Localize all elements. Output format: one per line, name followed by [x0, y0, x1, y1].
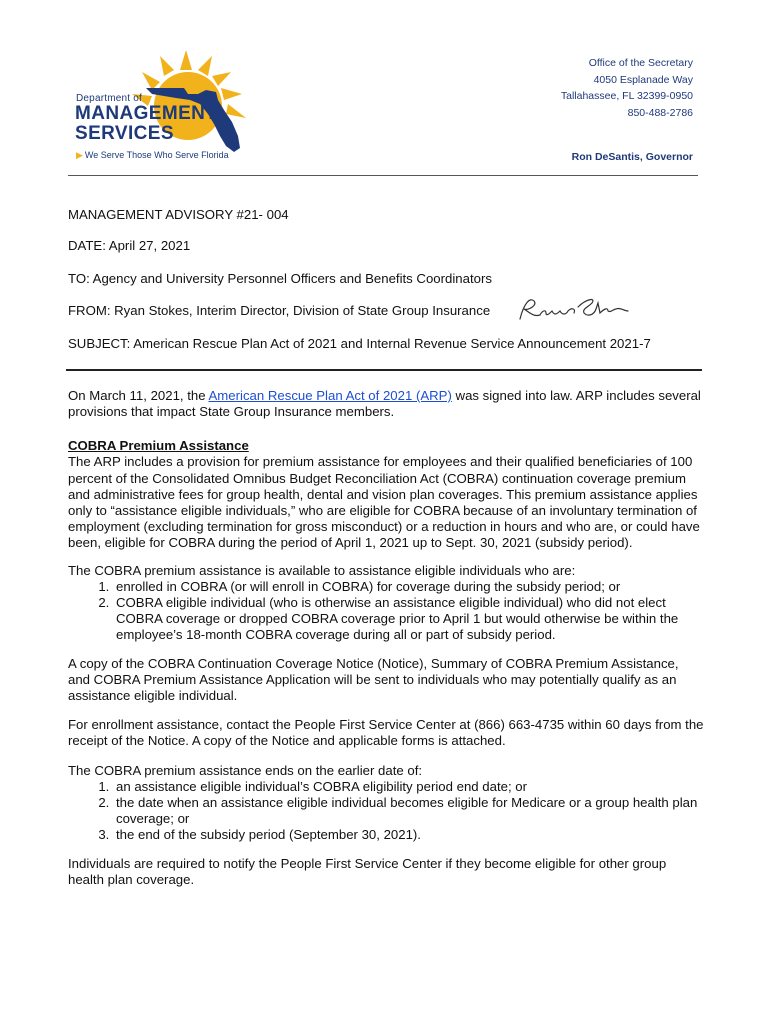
list-item: 2. the date when an assistance eligible individual becomes eligible for Medicare or a group health plan coverage; or: [113, 795, 704, 827]
header-divider: [68, 175, 698, 176]
list-item: 3. the end of the subsidy period (September 30, 2021).: [113, 827, 704, 843]
office-line: 4050 Esplanade Way: [593, 73, 693, 86]
list-item: 2. COBRA eligible individual (who is otherwise an assistance eligible individual) who did not elect COBRA coverage or dropped COBRA coverage prior to April 1 but would otherwise be within the employee’s 18-month COBRA coverage during all or part of subsidy period.: [113, 595, 704, 644]
paragraph: The COBRA premium assistance is available to assistance eligible individuals who are:: [68, 562, 576, 578]
eligibility-list: [68, 579, 704, 644]
office-line: Tallahassee, FL 32399-0950: [560, 90, 693, 102]
memo-from: FROM: Ryan Stokes, Interim Director, Division of State Group Insurance: [68, 303, 491, 318]
office-line: 850-488-2786: [627, 106, 693, 119]
paragraph: The ARP includes a provision for premium assistance for employees and their qualified beneficiaries of 100 percent of the Consolidated Omnibus Budget Reconciliation Act (COBRA) continuation coverage premium and administrative fees for group health, dental and vision plan coverages. This premium assistance applies only to “assistance eligible individuals,” who are eligible for COBRA because of an involuntary termination of employment (excluding termination for gross misconduct) or a reduction in hours and who are, or could have been, eligible for COBRA during the period of April 1, 2021 up to Sept. 30, 2021 (subsidy period).: [68, 454, 700, 551]
paragraph: A copy of the COBRA Continuation Coverage Notice (Notice), Summary of COBRA Premium Assistance, and COBRA Premium Assistance Application will be sent to individuals who may potentially qualify as an assistance eligible individual.: [68, 655, 679, 704]
play-arrow-icon: ▶: [76, 150, 83, 160]
memo-body: [68, 388, 704, 898]
list-item: 1. enrolled in COBRA (or will enroll in COBRA) for coverage during the subsidy period; or: [113, 579, 704, 595]
advisory-number: MANAGEMENT ADVISORY #21- 004: [68, 207, 289, 222]
section-heading: COBRA Premium Assistance: [68, 438, 249, 454]
signature-icon: [516, 295, 632, 325]
memo-to: TO: Agency and University Personnel Officers and Benefits Coordinators: [68, 271, 492, 286]
paragraph: For enrollment assistance, contact the People First Service Center at (866) 663-4735 within 60 days from the receipt of the Notice. A copy of the Notice and applicable forms is attached.: [68, 717, 704, 749]
intro-paragraph: On March 11, 2021, the American Rescue Plan Act of 2021 (ARP) was signed into law. ARP includes several provisions that impact State Group Insurance members.: [68, 388, 701, 420]
list-item: 1. an assistance eligible individual’s COBRA eligibility period end date; or: [113, 779, 704, 795]
paragraph: The COBRA premium assistance ends on the earlier date of:: [68, 762, 423, 778]
office-address: [561, 55, 693, 121]
dms-logo: [66, 48, 266, 166]
arp-link[interactable]: American Rescue Plan Act of 2021 (ARP): [208, 388, 452, 403]
governor-name: Ron DeSantis, Governor: [571, 151, 693, 163]
logo-tagline: ▶ We Serve Those Who Serve Florida: [76, 150, 229, 160]
logo-department-text: Department of: [76, 93, 142, 104]
logo-management-text: MANAGEMENT: [75, 103, 218, 124]
memo-subject: SUBJECT: American Rescue Plan Act of 2021 and Internal Revenue Service Announcement 2021-7: [68, 336, 651, 351]
memo-date: DATE: April 27, 2021: [68, 238, 191, 253]
office-line: Office of the Secretary: [588, 57, 693, 69]
paragraph: Individuals are required to notify the People First Service Center if they become eligible for other group health plan coverage.: [68, 855, 667, 887]
end-date-list: [68, 779, 704, 844]
subject-divider: [66, 369, 702, 371]
logo-services-text: SERVICES: [75, 123, 174, 144]
